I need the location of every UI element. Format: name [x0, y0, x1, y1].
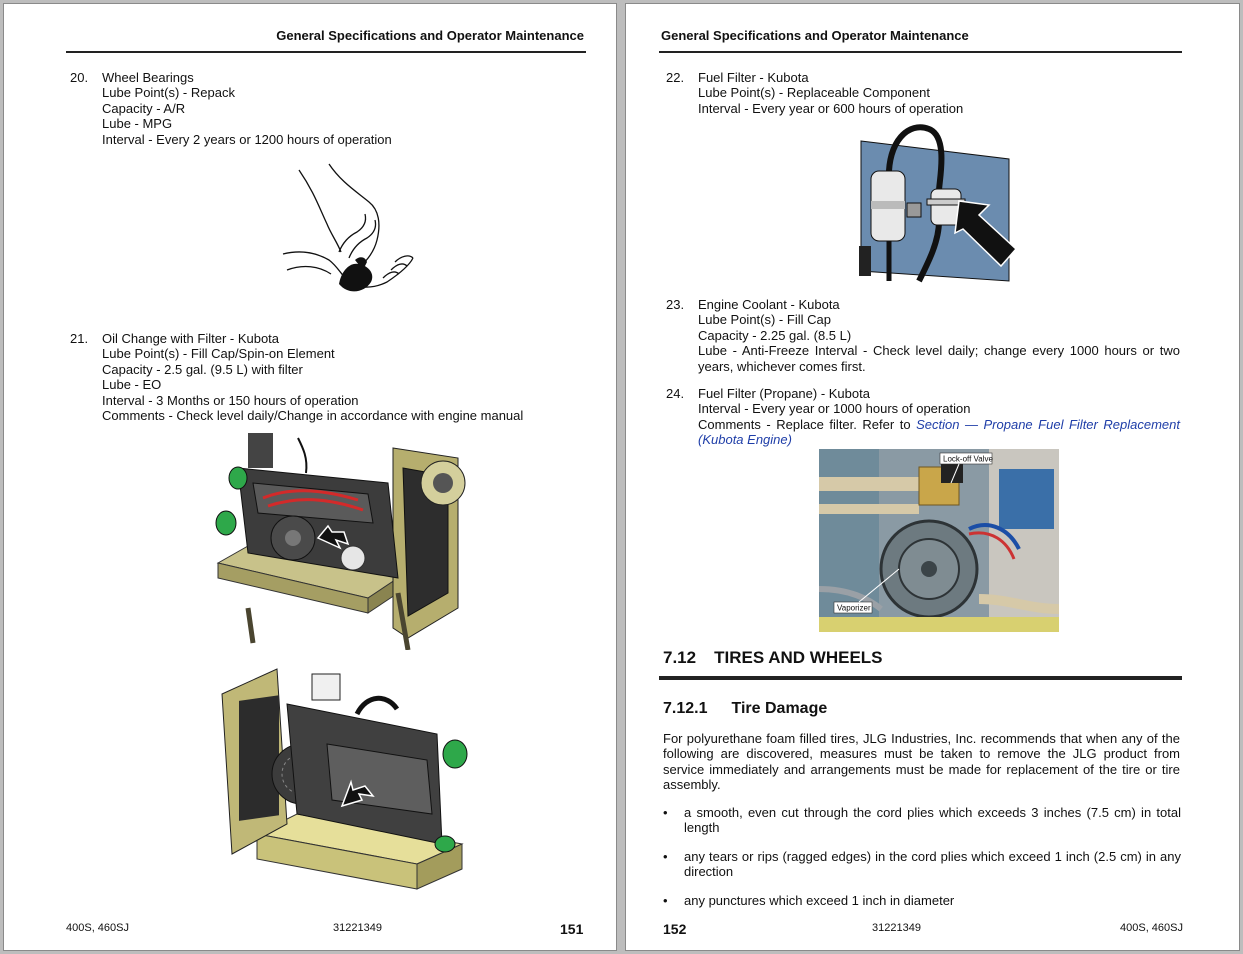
item-comment: [698, 417, 1180, 448]
header-rule: [66, 51, 586, 53]
footer-doc-number: 31221349: [872, 922, 921, 934]
item-line: Lube Point(s) - Repack: [102, 85, 235, 101]
page-151: [3, 3, 617, 951]
propane-filter-link[interactable]: Propane Fuel Filter Replacement (Kubota Engine): [698, 416, 1180, 448]
item-line: Comments - Check level daily/Change in accordance with engine manual: [102, 408, 524, 424]
propane-vaporizer-photo: [819, 449, 1059, 632]
page-152: [625, 3, 1240, 951]
item-line: Capacity - A/R: [102, 100, 186, 116]
item-line: Lube Point(s) - Fill Cap: [698, 312, 831, 328]
section-title: TIRES AND WHEELS: [714, 648, 883, 667]
item-line: Capacity - 2.5 gal. (9.5 L) with filter: [102, 361, 303, 377]
subsection-number: 7.12.1: [663, 700, 708, 717]
comment-prefix: Comments - Replace filter. Refer to: [698, 416, 917, 432]
item-number: 23.: [666, 297, 685, 312]
bullet-text: any punctures which exceed 1 inch in diameter: [684, 893, 955, 908]
item-number: 22.: [666, 70, 685, 85]
page-number: 152: [663, 921, 687, 937]
item-line: Interval - 3 Months or 150 hours of operation: [102, 392, 359, 408]
subsection-heading: [663, 700, 827, 718]
item-line: Interval - Every year or 1000 hours of operation: [698, 401, 971, 417]
vaporizer-label: Vaporizer: [837, 603, 871, 613]
item-line: Lube - EO: [102, 377, 162, 393]
bullet-text: a smooth, even cut through the cord plies which exceeds 3 inches (7.5 cm) in total length: [684, 805, 1181, 836]
page-header-title: General Specifications and Operator Maintenance: [661, 28, 969, 43]
item-line: Engine Coolant - Kubota: [698, 297, 840, 312]
item-line: Fuel Filter - Kubota: [698, 70, 809, 85]
engine-oil-fill-illustration-front: [208, 428, 478, 650]
section-number: 7.12: [663, 648, 697, 667]
item-line: Interval - Every 2 years or 1200 hours of operation: [102, 131, 392, 147]
fuel-filter-illustration: [859, 121, 1019, 284]
footer-doc-number: 31221349: [333, 922, 382, 934]
item-line: Capacity - 2.25 gal. (8.5 L): [698, 327, 852, 343]
engine-oil-fill-illustration-rear: [217, 664, 479, 904]
bullet-dot: •: [663, 805, 668, 820]
item-line: Interval - Every year or 600 hours of operation: [698, 100, 964, 116]
item-line-wrap: Lube - Anti-Freeze Interval - Check level daily; change every 1000 hours or two years, whichever comes first.: [698, 343, 1180, 374]
item-line: Lube - MPG: [102, 116, 173, 132]
footer-model: 400S, 460SJ: [66, 922, 129, 934]
item-line: Wheel Bearings: [102, 70, 194, 85]
item-number: 24.: [666, 386, 685, 401]
bullet-dot: •: [663, 893, 668, 908]
item-line: Lube Point(s) - Replaceable Component: [698, 85, 930, 101]
section-heading: [663, 648, 883, 668]
tire-damage-paragraph: For polyurethane foam filled tires, JLG Industries, Inc. recommends that when any of the following are discovered, measures must be taken to remove the JLG product from service immediately and arrangements must be made for replacement of the tire or tire assembly.: [663, 731, 1180, 793]
subsection-title: Tire Damage: [731, 700, 828, 717]
item-number: 20.: [70, 70, 89, 85]
item-number: 21.: [70, 331, 89, 346]
footer-model: 400S, 460SJ: [1120, 922, 1183, 934]
wheel-bearing-repack-illustration: [279, 162, 419, 304]
link-separator: —: [959, 416, 984, 432]
page-number: 151: [560, 921, 584, 937]
item-line: Lube Point(s) - Fill Cap/Spin-on Element: [102, 346, 335, 362]
header-rule: [659, 51, 1182, 53]
page-header-title: General Specifications and Operator Maintenance: [276, 28, 584, 43]
lockoff-valve-label: Lock-off Valve: [943, 454, 993, 464]
section-link[interactable]: Section: [916, 416, 960, 432]
item-line: Fuel Filter (Propane) - Kubota: [698, 386, 870, 401]
bullet-text: any tears or rips (ragged edges) in the cord plies which exceed 1 inch (2.5 cm) in any direction: [684, 849, 1181, 880]
bullet-dot: •: [663, 849, 668, 864]
section-rule: [659, 676, 1182, 680]
item-line: Oil Change with Filter - Kubota: [102, 331, 280, 346]
